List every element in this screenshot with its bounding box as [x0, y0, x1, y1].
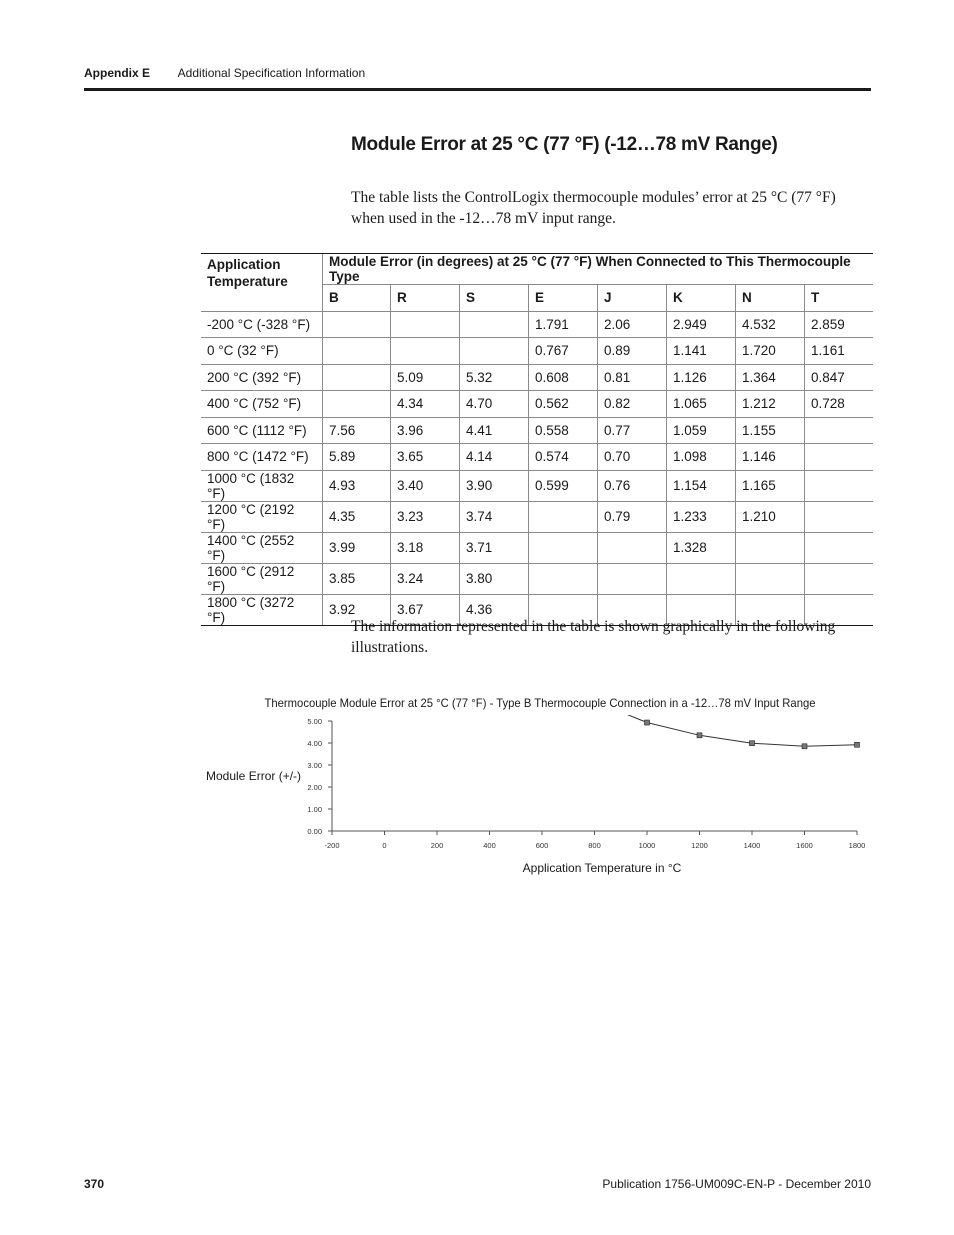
error-cell — [460, 338, 529, 365]
error-cell: 3.23 — [391, 501, 460, 532]
error-cell: 3.24 — [391, 563, 460, 594]
table-row — [201, 563, 873, 594]
x-tick-label: 1400 — [743, 841, 761, 850]
error-cell — [736, 532, 805, 563]
x-tick-label: 1200 — [691, 841, 708, 850]
error-cell — [323, 338, 391, 365]
error-cell: 0.599 — [529, 470, 598, 501]
row-temperature: -200 °C (-328 °F) — [201, 311, 323, 338]
error-cell: 3.80 — [460, 563, 529, 594]
error-cell: 1.791 — [529, 311, 598, 338]
error-cell: 1.233 — [667, 501, 736, 532]
error-cell: 3.67 — [391, 594, 460, 625]
error-cell: 3.65 — [391, 444, 460, 471]
error-cell: 7.56 — [323, 417, 391, 444]
error-cell: 4.532 — [736, 311, 805, 338]
table-row — [201, 501, 873, 532]
header-rule — [84, 88, 871, 91]
data-point — [750, 741, 755, 746]
error-cell: 0.77 — [598, 417, 667, 444]
type-header-b: B — [323, 285, 391, 312]
x-tick-label: 200 — [430, 841, 444, 850]
row-temperature: 600 °C (1112 °F) — [201, 417, 323, 444]
error-cell — [460, 311, 529, 338]
error-cell: 1.212 — [736, 391, 805, 418]
error-cell: 1.141 — [667, 338, 736, 365]
table-row — [201, 417, 873, 444]
error-cell: 4.34 — [391, 391, 460, 418]
error-cell: 2.06 — [598, 311, 667, 338]
error-cell: 0.81 — [598, 364, 667, 391]
error-cell — [529, 501, 598, 532]
error-cell: 0.847 — [805, 364, 874, 391]
group-header: Module Error (in degrees) at 25 °C (77 °F) When Connected to This Thermocouple Type — [323, 254, 874, 285]
error-cell — [667, 563, 736, 594]
table-row — [201, 532, 873, 563]
error-cell: 0.79 — [598, 501, 667, 532]
data-point — [855, 742, 860, 747]
appendix-label: Appendix E — [84, 66, 151, 80]
table-row — [201, 391, 873, 418]
error-cell — [598, 563, 667, 594]
page-title: Module Error at 25 °C (77 °F) (-12…78 mV Range) — [351, 134, 778, 155]
x-tick-label: -200 — [324, 841, 340, 850]
table-row — [201, 311, 873, 338]
x-tick-label: 1000 — [638, 841, 656, 850]
table-body — [201, 311, 873, 625]
error-cell: 4.70 — [460, 391, 529, 418]
type-header-n: N — [736, 285, 805, 312]
error-cell — [323, 364, 391, 391]
x-tick-label: 1800 — [848, 841, 866, 850]
error-cell: 3.92 — [323, 594, 391, 625]
table-row — [201, 364, 873, 391]
error-cell: 3.18 — [391, 532, 460, 563]
error-cell — [598, 532, 667, 563]
error-cell: 1.720 — [736, 338, 805, 365]
data-point — [645, 720, 650, 725]
y-tick-label: 2.00 — [307, 783, 322, 792]
data-point — [697, 733, 702, 738]
type-header-t: T — [805, 285, 874, 312]
error-cell: 3.85 — [323, 563, 391, 594]
error-cell: 3.74 — [460, 501, 529, 532]
error-cell — [391, 338, 460, 365]
error-cell: 0.76 — [598, 470, 667, 501]
y-tick-label: 3.00 — [307, 761, 322, 770]
error-cell: 2.949 — [667, 311, 736, 338]
error-cell: 0.728 — [805, 391, 874, 418]
error-cell — [805, 417, 874, 444]
row-temperature: 1400 °C (2552 °F) — [201, 532, 323, 563]
error-cell: 1.146 — [736, 444, 805, 471]
error-cell: 1.065 — [667, 391, 736, 418]
error-cell: 4.35 — [323, 501, 391, 532]
error-cell: 1.364 — [736, 364, 805, 391]
error-cell: 1.098 — [667, 444, 736, 471]
intro-paragraph: The table lists the ControlLogix thermocouple modules’ error at 25 °C (77 °F) when used in the -12…78 mV input range. — [351, 189, 836, 227]
row-temperature: 0 °C (32 °F) — [201, 338, 323, 365]
error-cell — [323, 391, 391, 418]
error-cell — [529, 563, 598, 594]
error-cell — [805, 532, 874, 563]
error-cell — [736, 563, 805, 594]
error-cell: 0.70 — [598, 444, 667, 471]
x-tick-label: 600 — [535, 841, 549, 850]
error-cell: 1.155 — [736, 417, 805, 444]
type-header-j: J — [598, 285, 667, 312]
row-temperature: 400 °C (752 °F) — [201, 391, 323, 418]
error-cell: 0.89 — [598, 338, 667, 365]
row-temperature: 1800 °C (3272 °F) — [201, 594, 323, 625]
error-cell: 1.154 — [667, 470, 736, 501]
x-tick-label: 1600 — [796, 841, 813, 850]
error-cell — [323, 311, 391, 338]
type-b-chart — [200, 690, 880, 880]
error-cell: 4.93 — [323, 470, 391, 501]
error-cell — [805, 563, 874, 594]
error-cell: 0.558 — [529, 417, 598, 444]
y-tick-label: 4.00 — [307, 739, 322, 748]
app-temp-header: Application Temperature — [201, 254, 323, 312]
error-cell: 1.165 — [736, 470, 805, 501]
error-cell — [391, 311, 460, 338]
error-cell: 0.82 — [598, 391, 667, 418]
y-axis-label: Module Error (+/-) — [206, 769, 302, 783]
error-cell: 4.14 — [460, 444, 529, 471]
row-temperature: 1600 °C (2912 °F) — [201, 563, 323, 594]
type-header-r: R — [391, 285, 460, 312]
page-number: 370 — [84, 1177, 105, 1191]
publication-info: Publication 1756-UM009C-EN-P - December 2010 — [602, 1177, 871, 1191]
error-cell: 0.767 — [529, 338, 598, 365]
error-cell: 0.608 — [529, 364, 598, 391]
running-header — [84, 66, 365, 80]
error-cell: 1.210 — [736, 501, 805, 532]
y-tick-label: 1.00 — [307, 805, 322, 814]
section-label: Additional Specification Information — [177, 66, 366, 80]
error-cell: 3.99 — [323, 532, 391, 563]
x-axis-label: Application Temperature in °C — [522, 861, 682, 875]
error-cell: 0.562 — [529, 391, 598, 418]
error-cell — [805, 501, 874, 532]
table-row — [201, 338, 873, 365]
error-cell: 3.71 — [460, 532, 529, 563]
after-table-paragraph: The information represented in the table is shown graphically in the following illustrations. — [351, 618, 836, 656]
chart-title: Thermocouple Module Error at 25 °C (77 °F) - Type B Thermocouple Connection in a -12…78 mV Input Range — [264, 696, 816, 710]
module-error-table — [201, 253, 873, 626]
error-cell: 4.41 — [460, 417, 529, 444]
row-temperature: 1200 °C (2192 °F) — [201, 501, 323, 532]
chart-svg — [200, 690, 880, 880]
error-cell: 5.09 — [391, 364, 460, 391]
error-cell: 1.126 — [667, 364, 736, 391]
error-cell: 1.059 — [667, 417, 736, 444]
table-row — [201, 470, 873, 501]
error-cell — [805, 444, 874, 471]
table-row — [201, 444, 873, 471]
error-cell: 2.859 — [805, 311, 874, 338]
type-header-e: E — [529, 285, 598, 312]
x-tick-label: 400 — [483, 841, 496, 850]
x-tick-label: 800 — [588, 841, 601, 850]
error-cell: 3.40 — [391, 470, 460, 501]
error-cell: 3.90 — [460, 470, 529, 501]
error-cell — [805, 470, 874, 501]
error-cell — [529, 532, 598, 563]
error-cell: 5.89 — [323, 444, 391, 471]
error-cell: 3.96 — [391, 417, 460, 444]
row-temperature: 1000 °C (1832 °F) — [201, 470, 323, 501]
type-header-s: S — [460, 285, 529, 312]
y-tick-label: 5.00 — [307, 717, 322, 726]
error-cell: 5.32 — [460, 364, 529, 391]
row-temperature: 800 °C (1472 °F) — [201, 444, 323, 471]
data-point — [802, 744, 807, 749]
type-header-k: K — [667, 285, 736, 312]
error-cell: 1.161 — [805, 338, 874, 365]
x-tick-label: 0 — [382, 841, 387, 850]
row-temperature: 200 °C (392 °F) — [201, 364, 323, 391]
error-cell: 0.574 — [529, 444, 598, 471]
y-tick-label: 0.00 — [307, 827, 322, 836]
error-cell: 4.36 — [460, 594, 529, 625]
error-cell: 1.328 — [667, 532, 736, 563]
